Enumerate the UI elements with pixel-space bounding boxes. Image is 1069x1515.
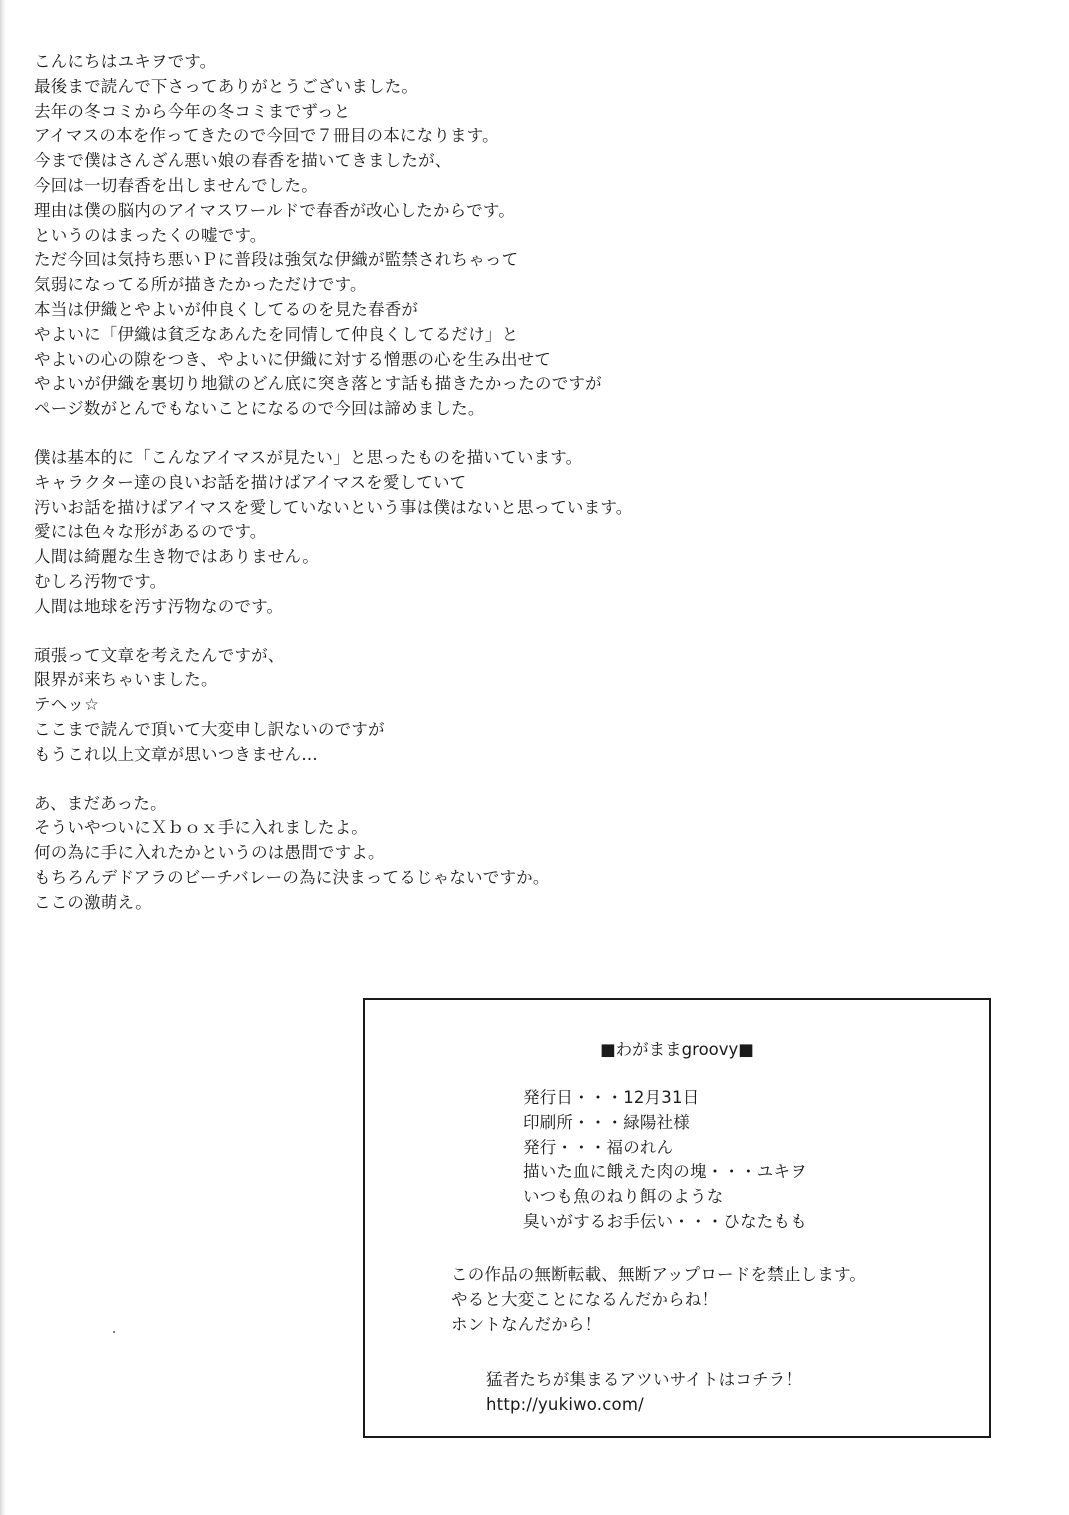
text-line: 限界が来ちゃいました。 bbox=[34, 670, 218, 690]
text-line: 僕は基本的に「こんなアイマスが見たい」と思ったものを描いています。 bbox=[34, 447, 583, 467]
text-line: 気弱になってる所が描きたかっただけです。 bbox=[34, 275, 367, 295]
colophon-credits bbox=[523, 1086, 807, 1235]
text-line: ここまで読んで頂いて大変申し訳ないのですが bbox=[34, 719, 385, 739]
credit-line: 臭いがするお手伝い・・・ひなたもも bbox=[523, 1211, 807, 1231]
text-line: 汚いお話を描けばアイマスを愛していないという事は僕はないと思っています。 bbox=[34, 497, 633, 517]
afterword-paragraph bbox=[34, 792, 1034, 916]
credit-line: 描いた血に餓えた肉の塊・・・ユキヲ bbox=[523, 1162, 807, 1182]
print-speck bbox=[113, 1331, 115, 1333]
text-line: あ、まだあった。 bbox=[34, 793, 167, 813]
text-line: ただ今回は気持ち悪いＰに普段は強気な伊織が監禁されちゃって bbox=[34, 250, 519, 270]
page-binding-shadow bbox=[0, 0, 6, 1515]
warning-line: ホントなんだから！ bbox=[451, 1314, 602, 1334]
text-line: もうこれ以上文章が思いつきません… bbox=[34, 744, 318, 764]
credit-line: 発行日・・・12月31日 bbox=[523, 1088, 700, 1107]
warning-line: やると大変ことになるんだからね！ bbox=[451, 1289, 719, 1309]
book-title: ■わがままgroovy■ bbox=[600, 1040, 754, 1059]
text-line: やよいが伊織を裏切り地獄のどん底に突き落とす話も描きたかったのですが bbox=[34, 374, 602, 394]
site-caption: 猛者たちが集まるアツいサイトはコチラ！ bbox=[486, 1370, 803, 1389]
website-info bbox=[486, 1368, 802, 1418]
text-line: 何の為に手に入れたかというのは愚問ですよ。 bbox=[34, 843, 385, 863]
text-line: やよいに「伊織は貧乏なあんたを同情して仲良くしてるだけ」と bbox=[34, 324, 519, 344]
warning-line: この作品の無断転載、無断アップロードを禁止します。 bbox=[451, 1265, 867, 1284]
afterword-paragraph bbox=[34, 644, 1034, 768]
text-line: こんにちはユキヲです。 bbox=[34, 52, 217, 71]
afterword-paragraph bbox=[34, 446, 1034, 620]
colophon-box bbox=[363, 998, 991, 1438]
site-url: http://yukiwo.com/ bbox=[486, 1394, 644, 1414]
copyright-warning bbox=[451, 1263, 866, 1337]
text-line: 最後まで読んで下さってありがとうございました。 bbox=[34, 76, 419, 96]
text-line: キャラクター達の良いお話を描けばアイマスを愛していて bbox=[34, 472, 467, 492]
text-line: 人間は綺麗な生き物ではありません。 bbox=[34, 547, 319, 567]
credit-line: いつも魚のねり餌のような bbox=[523, 1187, 724, 1207]
text-line: 愛には色々な形があるのです。 bbox=[34, 522, 267, 542]
text-line: 人間は地球を汚す汚物なのです。 bbox=[34, 596, 284, 616]
afterword-text bbox=[34, 50, 1034, 940]
text-line: 理由は僕の脳内のアイマスワールドで春香が改心したからです。 bbox=[34, 200, 515, 220]
afterword-paragraph bbox=[34, 50, 1034, 422]
text-line: 去年の冬コミから今年の冬コミまでずっと bbox=[34, 101, 351, 121]
credit-line: 発行・・・福のれん bbox=[523, 1137, 674, 1157]
text-line: 今まで僕はさんざん悪い娘の春香を描いてきましたが、 bbox=[34, 151, 452, 171]
text-line: そういやついにＸｂｏｘ手に入れましたよ。 bbox=[34, 818, 368, 838]
text-line: やよいの心の隙をつき、やよいに伊織に対する憎悪の心を生み出せて bbox=[34, 349, 552, 369]
text-line: 頑張って文章を考えたんですが、 bbox=[34, 645, 285, 665]
text-line: むしろ汚物です。 bbox=[34, 571, 167, 591]
text-line: というのはまったくの嘘です。 bbox=[34, 225, 267, 245]
text-line: もちろんデドアラのビーチバレーの為に決まってるじゃないですか。 bbox=[34, 867, 550, 887]
text-line: アイマスの本を作ってきたので今回で７冊目の本になります。 bbox=[34, 126, 499, 146]
credit-line: 印刷所・・・緑陽社様 bbox=[523, 1112, 690, 1132]
text-line: 本当は伊織とやよいが仲良くしてるのを見た春香が bbox=[34, 299, 419, 319]
text-line: ここの激萌え。 bbox=[34, 892, 152, 912]
text-line: テヘッ☆ bbox=[34, 695, 100, 715]
text-line: ページ数がとんでもないことになるので今回は諦めました。 bbox=[34, 399, 485, 419]
text-line: 今回は一切春香を出しませんでした。 bbox=[34, 175, 318, 195]
